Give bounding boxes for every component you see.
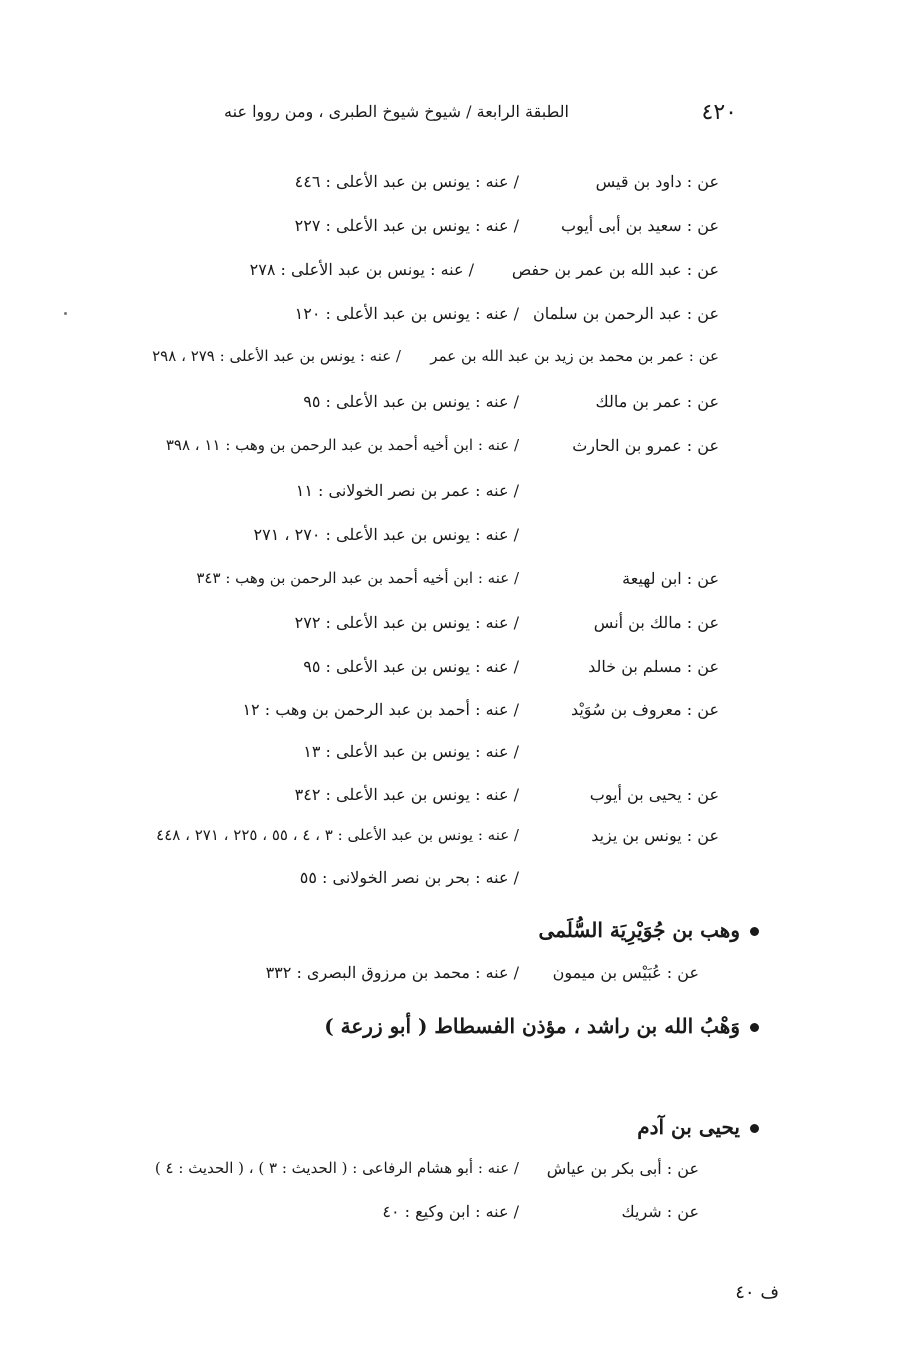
entry-row	[120, 785, 719, 815]
bullet-icon	[750, 1023, 759, 1032]
entry-to: / عنه : يونس بن عبد الأعلى : ٣٤٢	[294, 785, 519, 804]
entry-to: / عنه : بحر بن نصر الخولانى : ٥٥	[299, 868, 519, 887]
person-name: وهب بن جُوَيْرِيَة السُّلَمى	[538, 918, 740, 942]
person-heading	[324, 1014, 759, 1038]
entry-to: / عنه : يونس بن عبد الأعلى : ٣ ، ٤ ، ٥٥ ، ٢٢٥ ، ٢٧١ ، ٤٤٨	[156, 826, 519, 844]
entry-to: / عنه : ابن أخيه أحمد بن عبد الرحمن بن وهب : ٣٤٣	[196, 569, 519, 587]
entry-row	[120, 481, 719, 511]
entry-to: / عنه : عمر بن نصر الخولانى : ١١	[295, 481, 519, 500]
entry-from: عن : شريك	[621, 1202, 699, 1221]
entry-from: عن : يحيى بن أيوب	[589, 785, 719, 804]
entry-from: عن : عمرو بن الحارث	[572, 436, 719, 455]
entry-from: عن : عمر بن مالك	[595, 392, 719, 411]
entry-row	[120, 868, 719, 898]
entry-row	[60, 347, 719, 377]
entry-row	[60, 569, 719, 599]
entry-to: / عنه : يونس بن عبد الأعلى : ٤٤٦	[294, 172, 519, 191]
entry-row	[120, 1202, 719, 1232]
entry-from: عن : سعيد بن أبى أيوب	[561, 216, 719, 235]
entry-to: / عنه : يونس بن عبد الأعلى : ٩٥	[303, 657, 519, 676]
entry-from: عن : مالك بن أنس	[593, 613, 719, 632]
bullet-icon	[750, 1124, 759, 1133]
entry-row	[120, 963, 719, 993]
entry-to: / عنه : أبو هشام الرفاعى : ( الحديث : ٣ ) ، ( الحديث : ٤ )	[154, 1159, 519, 1177]
entry-row	[120, 657, 719, 687]
running-header: الطبقة الرابعة / شيوخ شيوخ الطبرى ، ومن رووا عنه	[224, 102, 569, 121]
entry-from: عن : أبى بكر بن عياش	[546, 1159, 699, 1178]
entry-row	[120, 172, 719, 202]
entry-from: عن : داود بن قيس	[595, 172, 719, 191]
entry-to: / عنه : يونس بن عبد الأعلى : ٢٢٧	[294, 216, 519, 235]
entry-to: / عنه : يونس بن عبد الأعلى : ٢٧٠ ، ٢٧١	[253, 525, 519, 544]
entry-to: / عنه : يونس بن عبد الأعلى : ٢٧٢	[294, 613, 519, 632]
entry-from: عن : ابن لهيعة	[622, 569, 719, 588]
entry-to: / عنه : محمد بن مرزوق البصرى : ٣٣٢	[265, 963, 519, 982]
entry-row	[120, 700, 719, 730]
entry-from: عن : مسلم بن خالد	[588, 657, 719, 676]
entry-row	[120, 216, 719, 246]
footnote-mark: ف ٤٠	[735, 1282, 779, 1303]
entry-row	[60, 1159, 719, 1189]
entry-from: عن : عبد الرحمن بن سلمان	[533, 304, 719, 323]
bullet-icon	[750, 927, 759, 936]
person-heading	[637, 1115, 759, 1139]
entry-row	[120, 613, 719, 643]
entry-from: عن : عُبَيْس بن ميمون	[552, 963, 699, 982]
person-name: وَهْبُ الله بن راشد ، مؤذن الفسطاط ( أبو زرعة )	[324, 1014, 740, 1038]
entry-row	[60, 436, 719, 466]
entry-row	[120, 742, 719, 772]
entry-to: / عنه : يونس بن عبد الأعلى : ٢٧٩ ، ٢٩٨	[152, 347, 401, 365]
entry-to: / عنه : ابن وكيع : ٤٠	[382, 1202, 519, 1221]
entry-to: / عنه : يونس بن عبد الأعلى : ٢٧٨	[249, 260, 474, 279]
entry-from: عن : معروف بن سُوَيْد	[570, 700, 719, 719]
entry-row	[120, 304, 719, 334]
entry-to: / عنه : أحمد بن عبد الرحمن بن وهب : ١٢	[242, 700, 519, 719]
entry-to: / عنه : ابن أخيه أحمد بن عبد الرحمن بن وهب : ١١ ، ٣٩٨	[165, 436, 519, 454]
entry-row	[60, 826, 719, 856]
person-heading	[539, 918, 759, 942]
entry-row	[120, 260, 719, 290]
entry-from: عن : عمر بن محمد بن زيد بن عبد الله بن عمر	[430, 347, 719, 365]
person-name: يحيى بن آدم	[637, 1115, 740, 1139]
entry-row	[120, 392, 719, 422]
entry-from: عن : يونس بن يزيد	[591, 826, 719, 845]
entry-to: / عنه : يونس بن عبد الأعلى : ١٢٠	[294, 304, 519, 323]
page-number: ٤٢٠	[701, 100, 737, 125]
scan-speck	[64, 312, 67, 315]
entry-row	[120, 525, 719, 555]
entry-from: عن : عبد الله بن عمر بن حفص	[511, 260, 719, 279]
entry-to: / عنه : يونس بن عبد الأعلى : ١٣	[303, 742, 519, 761]
entry-to: / عنه : يونس بن عبد الأعلى : ٩٥	[303, 392, 519, 411]
